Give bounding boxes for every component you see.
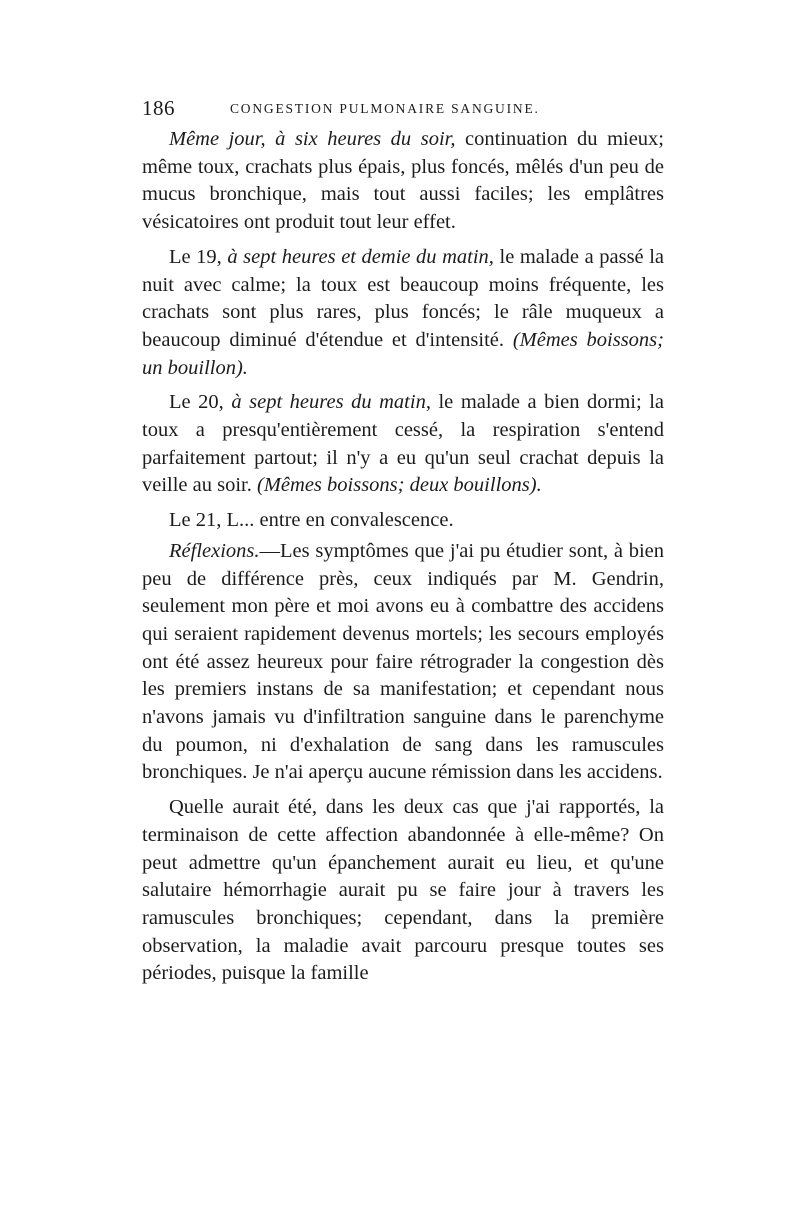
- paragraph-tail: (Mêmes boissons; deux bouillons).: [257, 474, 542, 497]
- paragraph-lead: à sept heures et demie du matin,: [227, 245, 494, 268]
- paragraph-text: Le 21, L... entre en convalescence.: [169, 509, 454, 532]
- paragraph-le-21: [142, 507, 664, 535]
- paragraph-tail: (Mêmes boissons; un bouillon).: [142, 328, 664, 379]
- paragraph-lead: Même jour, à six heures du soir,: [169, 128, 456, 150]
- paragraph-meme-jour: [142, 126, 664, 237]
- paragraph-text: Quelle aurait été, dans les deux cas que j'ai rapportés, la terminaison de cette affection abandonnée à elle-même? On peut admettre qu'un épanchement aurait eu lieu, et qu'une salutaire hémorrhagie aurait pu se faire jour à travers les ramuscules bronchiques; cependant, dans la première observation, la maladie avait parcouru presque toutes ses périodes, puisque la famille: [142, 796, 664, 985]
- paragraph-text: le malade a bien dormi; la toux a presqu'entièrement cessé, la respiration s'entend parfaitement partout; il n'y a eu qu'un seul crachat depuis la veille au soir.: [142, 391, 664, 497]
- paragraph-lead: à sept heures du matin,: [231, 391, 431, 414]
- paragraph-text: —Les symptômes que j'ai pu étudier sont, à bien peu de différence près, ceux indiqués par M. Gendrin, seulement mon père et moi avons eu à combattre des accidens qui seraient rapidement devenus mortels; les secours employés ont été assez heureux pour faire rétrograder la congestion dès les premiers instans de sa manifestation; et cependant nous n'avons jamais vu d'infiltration sanguine dans le parenchyme du poumon, ni d'exhalation de sang dans les ramuscules bronchiques. Je n'ai aperçu aucune rémission dans les accidens.: [142, 539, 664, 784]
- paragraph-le-20: [142, 389, 664, 500]
- body-text: [142, 126, 664, 988]
- paragraph-quelle: [142, 794, 664, 988]
- paragraph-lead: Réflexions.: [169, 539, 260, 562]
- paragraph-text: le malade a passé la nuit avec calme; la toux est beaucoup moins fréquente, les crachats sont plus rares, plus foncés; le râle muqueux a beaucoup diminué d'étendue et d'intensité.: [142, 245, 664, 351]
- paragraph-text: continuation du mieux; même toux, crachats plus épais, plus foncés, mêlés d'un peu de mucus bronchique, mais tout aussi faciles; les emplâtres vésicatoires ont produit tout leur effet.: [142, 128, 664, 234]
- page-header: [142, 96, 662, 122]
- page-number: 186: [142, 96, 175, 120]
- paragraph-reflexions: [142, 538, 664, 787]
- paragraph-le-19: [142, 244, 664, 383]
- paragraph-date: Le 20,: [169, 391, 232, 414]
- running-title: CONGESTION PULMONAIRE SANGUINE.: [230, 101, 540, 116]
- paragraph-date: Le 19,: [169, 245, 228, 268]
